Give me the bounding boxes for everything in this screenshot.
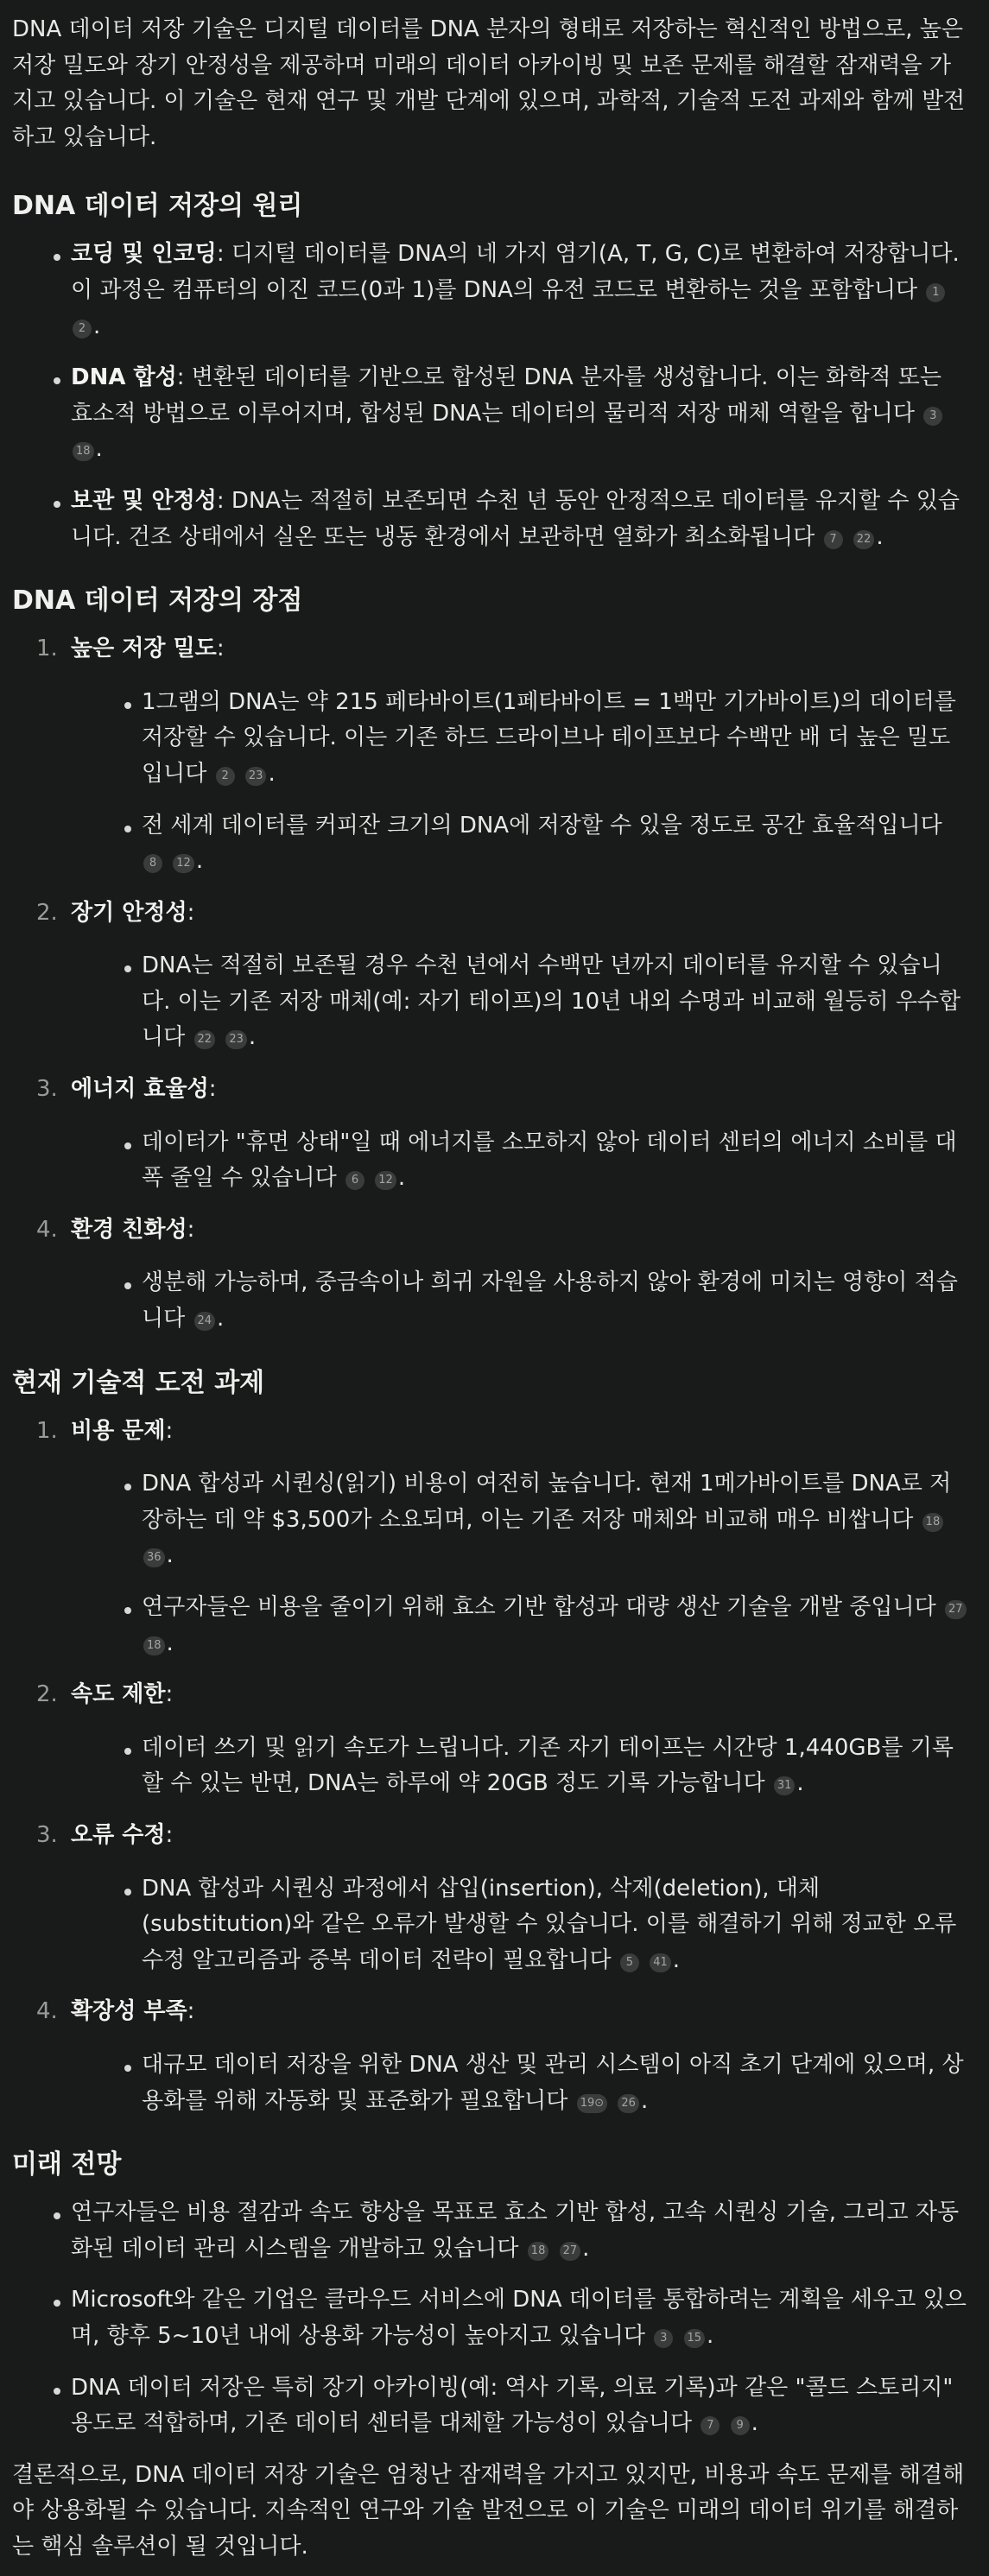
challenge-title-line: 속도 제한:: [71, 1681, 174, 1708]
citation-badge[interactable]: 27: [560, 2242, 581, 2261]
challenge-sub-list: [71, 1731, 970, 1802]
intro-paragraph: DNA 데이터 저장 기술은 디지털 데이터를 DNA 분자의 형태로 저장하는 혁신적인 방법으로, 높은 저장 밀도와 장기 안정성을 제공하며 미래의 데이터 아카이빙 및 보존 문제를 해결할 잠재력을 가지고 있습니다. 이 기술은 현재 연구 및 개발 단계에 있으며, 과학적, 기술적 도전 과제와 함께 발전하고 있습니다.: [12, 16, 966, 150]
section-heading-challenges: 현재 기술적 도전 과제: [12, 1367, 265, 1398]
advantage-sub-list: [71, 685, 970, 880]
challenge-title: 비용 문제: [71, 1417, 166, 1444]
advantage-sub-list: [71, 1265, 970, 1337]
advantage-sub-text: DNA는 적절히 보존될 경우 수천 년에서 수백만 년까지 데이터를 유지할 수 있습니다. 이는 기존 저장 매체(예: 자기 테이프)의 10년 내외 수명과 비교해 월등히 우수합니다: [142, 953, 961, 1051]
challenge-sub-text: 대규모 데이터 저장을 위한 DNA 생산 및 관리 시스템이 아직 초기 단계에 있으며, 상용화를 위해 자동화 및 표준화가 필요합니다: [142, 2051, 964, 2114]
challenge-sub-text: 연구자들은 비용을 줄이기 위해 효소 기반 합성과 대량 생산 기술을 개발 중입니다: [142, 1594, 936, 1620]
citation-badge[interactable]: 8: [143, 854, 162, 873]
outlook-list: [12, 2195, 970, 2442]
citation-badge[interactable]: 12: [375, 1171, 396, 1190]
challenge-title: 오류 수정: [71, 1821, 166, 1848]
outlook-text: Microsoft와 같은 기업은 클라우드 서비스에 DNA 데이터를 통합하려는 계획을 세우고 있으며, 향후 5~10년 내에 상용화 가능성이 높아지고 있습니다: [71, 2287, 967, 2349]
principle-text: : 변환된 데이터를 기반으로 합성된 DNA 분자를 생성합니다. 이는 화학적 또는 효소적 방법으로 이루어지며, 합성된 DNA는 데이터의 물리적 저장 매체 역할을 합니다: [71, 364, 942, 427]
challenge-item: [12, 1818, 970, 1978]
advantage-title: 높은 저장 밀도: [71, 636, 217, 662]
advantage-title-line: 장기 안정성:: [71, 899, 195, 926]
challenge-sub-text: 데이터 쓰기 및 읽기 속도가 느립니다. 기존 자기 테이프는 시간당 1,440GB를 기록할 수 있는 반면, DNA는 하루에 약 20GB 정도 기록 가능합니다: [142, 1734, 954, 1797]
citation-badge[interactable]: 23: [245, 767, 267, 786]
citation-badge[interactable]: 19⊙: [577, 2094, 607, 2113]
challenge-sub-list: [71, 1871, 970, 1979]
advantage-sub-text: 1그램의 DNA는 약 215 페타바이트(1페타바이트 = 1백만 기가바이트)의 데이터를 저장할 수 있습니다. 이는 기존 하드 드라이브나 테이프보다 수백만 배 더 높은 밀도입니다: [142, 688, 956, 787]
challenge-number: 1.: [36, 1417, 58, 1444]
challenge-sub-item: 데이터 쓰기 및 읽기 속도가 느립니다. 기존 자기 테이프는 시간당 1,440GB를 기록할 수 있는 반면, DNA는 하루에 약 20GB 정도 기록 가능합니다 31 .: [71, 1731, 970, 1802]
citation-badge[interactable]: 36: [143, 1548, 165, 1567]
advantage-title-line: 에너지 효율성:: [71, 1076, 217, 1103]
advantage-title: 에너지 효율성: [71, 1076, 209, 1103]
challenge-sub-list: [71, 1466, 970, 1661]
challenge-title-line: 오류 수정:: [71, 1821, 174, 1848]
challenge-item: [12, 1677, 970, 1802]
advantage-sub-text: 생분해 가능하며, 중금속이나 희귀 자원을 사용하지 않아 환경에 미치는 영향이 적습니다: [142, 1269, 958, 1332]
principle-text: : DNA는 적절히 보존되면 수천 년 동안 안정적으로 데이터를 유지할 수 있습니다. 건조 상태에서 실온 또는 냉동 환경에서 보관하면 열화가 최소화됩니다: [71, 487, 960, 550]
citation-badge[interactable]: 22: [853, 530, 875, 549]
principle-term: DNA 합성: [71, 364, 177, 391]
citation-badge[interactable]: 24: [194, 1312, 216, 1331]
advantage-title-line: 높은 저장 밀도:: [71, 636, 225, 662]
advantage-title-line: 환경 친화성:: [71, 1216, 195, 1243]
citation-badge[interactable]: 2: [73, 320, 92, 339]
citation-badge[interactable]: 18: [143, 1636, 165, 1655]
advantage-title: 환경 친화성: [71, 1216, 187, 1243]
advantage-sub-item: 생분해 가능하며, 중금속이나 희귀 자원을 사용하지 않아 환경에 미치는 영향이 적습니다 24 .: [71, 1265, 970, 1337]
principle-item: 보관 및 안정성: DNA는 적절히 보존되면 수천 년 동안 안정적으로 데이터를 유지할 수 있습니다. 건조 상태에서 실온 또는 냉동 환경에서 보관하면 열화가 최소화됩니다 7 22 .: [12, 484, 970, 555]
advantage-item: [12, 1072, 970, 1197]
section-heading-principles: DNA 데이터 저장의 원리: [12, 191, 303, 222]
outlook-text: 연구자들은 비용 절감과 속도 향상을 목표로 효소 기반 합성, 고속 시퀀싱 기술, 그리고 자동화된 데이터 관리 시스템을 개발하고 있습니다: [71, 2199, 960, 2262]
outlook-item: Microsoft와 같은 기업은 클라우드 서비스에 DNA 데이터를 통합하려는 계획을 세우고 있으며, 향후 5~10년 내에 상용화 가능성이 높아지고 있습니다 3 15 .: [12, 2282, 970, 2354]
challenge-sub-list: [71, 2048, 970, 2119]
principle-term: 코딩 및 인코딩: [71, 241, 217, 268]
citation-badge[interactable]: 7: [824, 530, 843, 549]
challenge-sub-item: DNA 합성과 시퀀싱 과정에서 삽입(insertion), 삭제(deletion), 대체(substitution)와 같은 오류가 발생할 수 있습니다. 이를 해결하기 위해 정교한 오류 수정 알고리즘과 중복 데이터 전략이 필요합니다 5 41 .: [71, 1871, 970, 1979]
challenge-title: 속도 제한: [71, 1681, 166, 1708]
advantage-sub-item: 데이터가 "휴면 상태"일 때 에너지를 소모하지 않아 데이터 센터의 에너지 소비를 대폭 줄일 수 있습니다 6 12 .: [71, 1125, 970, 1197]
challenge-title-line: 확장성 부족:: [71, 1998, 195, 2025]
advantage-sub-text: 데이터가 "휴면 상태"일 때 에너지를 소모하지 않아 데이터 센터의 에너지 소비를 대폭 줄일 수 있습니다: [142, 1129, 957, 1192]
challenge-title-line: 비용 문제:: [71, 1417, 174, 1444]
challenge-sub-text: DNA 합성과 시퀀싱 과정에서 삽입(insertion), 삭제(deletion), 대체(substitution)와 같은 오류가 발생할 수 있습니다. 이를 해결하기 위해 정교한 오류 수정 알고리즘과 중복 데이터 전략이 필요합니다: [142, 1875, 957, 1973]
challenge-number: 4.: [36, 1998, 58, 2025]
citation-badge[interactable]: 6: [346, 1171, 365, 1190]
advantage-title: 장기 안정성: [71, 899, 187, 926]
citation-badge[interactable]: 3: [923, 407, 942, 426]
citation-badge[interactable]: 27: [945, 1600, 967, 1619]
challenge-sub-item: 연구자들은 비용을 줄이기 위해 효소 기반 합성과 대량 생산 기술을 개발 중입니다 27 18 .: [71, 1590, 970, 1661]
citation-badge[interactable]: 22: [194, 1030, 216, 1049]
citation-badge[interactable]: 18: [922, 1513, 944, 1532]
advantage-number: 3.: [36, 1076, 58, 1103]
challenge-sub-item: 대규모 데이터 저장을 위한 DNA 생산 및 관리 시스템이 아직 초기 단계에 있으며, 상용화를 위해 자동화 및 표준화가 필요합니다 19⊙ 26 .: [71, 2048, 970, 2119]
citation-badge[interactable]: 5: [620, 1953, 639, 1972]
outlook-item: DNA 데이터 저장은 특히 장기 아카이빙(예: 역사 기록, 의료 기록)과 같은 "콜드 스토리지" 용도로 적합하며, 기존 데이터 센터를 대체할 가능성이 있습니다 7 9 .: [12, 2370, 970, 2442]
principle-item: DNA 합성: 변환된 데이터를 기반으로 합성된 DNA 분자를 생성합니다. 이는 화학적 또는 효소적 방법으로 이루어지며, 합성된 DNA는 데이터의 물리적 저장 매체 역할을 합니다 3 18 .: [12, 360, 970, 468]
advantages-list: [12, 631, 970, 1338]
citation-badge[interactable]: 23: [225, 1030, 247, 1049]
conclusion-paragraph: 결론적으로, DNA 데이터 저장 기술은 엄청난 잠재력을 가지고 있지만, 비용과 속도 문제를 해결해야 상용화될 수 있습니다. 지속적인 연구와 기술 발전으로 이 기술은 미래의 데이터 위기를 해결하는 핵심 솔루션이 될 것입니다.: [12, 2461, 965, 2560]
challenge-item: [12, 1994, 970, 2119]
outlook-text: DNA 데이터 저장은 특히 장기 아카이빙(예: 역사 기록, 의료 기록)과 같은 "콜드 스토리지" 용도로 적합하며, 기존 데이터 센터를 대체할 가능성이 있습니다: [71, 2374, 954, 2437]
advantage-sub-list: [71, 1125, 970, 1197]
citation-badge[interactable]: 2: [216, 767, 235, 786]
challenge-number: 3.: [36, 1821, 58, 1848]
citation-badge[interactable]: 1: [926, 283, 945, 302]
challenges-list: [12, 1414, 970, 2120]
citation-badge[interactable]: 9: [731, 2416, 750, 2435]
citation-badge[interactable]: 18: [528, 2242, 549, 2261]
challenge-number: 2.: [36, 1681, 58, 1708]
principle-item: 코딩 및 인코딩: 디지털 데이터를 DNA의 네 가지 염기(A, T, G, C)로 변환하여 저장합니다. 이 과정은 컴퓨터의 이진 코드(0과 1)를 DNA의 유전 코드로 변환하는 것을 포함합니다 1 2 .: [12, 237, 970, 345]
citation-badge[interactable]: 15: [684, 2329, 706, 2348]
advantage-sub-item: DNA는 적절히 보존될 경우 수천 년에서 수백만 년까지 데이터를 유지할 수 있습니다. 이는 기존 저장 매체(예: 자기 테이프)의 10년 내외 수명과 비교해 월등히 우수합니다 22 23 .: [71, 948, 970, 1056]
citation-badge[interactable]: 41: [650, 1953, 671, 1972]
advantage-sub-list: [71, 948, 970, 1056]
citation-badge[interactable]: 26: [618, 2094, 639, 2113]
citation-badge[interactable]: 3: [654, 2329, 673, 2348]
advantage-sub-item: 전 세계 데이터를 커피잔 크기의 DNA에 저장할 수 있을 정도로 공간 효율적입니다 8 12 .: [71, 808, 970, 880]
advantage-number: 1.: [36, 636, 58, 662]
advantage-item: [12, 1212, 970, 1338]
principle-term: 보관 및 안정성: [71, 487, 217, 514]
advantage-item: [12, 631, 970, 880]
advantage-number: 2.: [36, 899, 58, 926]
citation-badge[interactable]: 31: [774, 1776, 796, 1795]
challenge-title: 확장성 부족: [71, 1998, 187, 2025]
outlook-item: 연구자들은 비용 절감과 속도 향상을 목표로 효소 기반 합성, 고속 시퀀싱 기술, 그리고 자동화된 데이터 관리 시스템을 개발하고 있습니다 18 27 .: [12, 2195, 970, 2267]
advantage-sub-text: 전 세계 데이터를 커피잔 크기의 DNA에 저장할 수 있을 정도로 공간 효율적입니다: [142, 812, 942, 839]
challenge-item: [12, 1414, 970, 1662]
advantage-number: 4.: [36, 1216, 58, 1243]
advantage-sub-item: 1그램의 DNA는 약 215 페타바이트(1페타바이트 = 1백만 기가바이트)의 데이터를 저장할 수 있습니다. 이는 기존 하드 드라이브나 테이프보다 수백만 배 더 높은 밀도입니다 2 23 .: [71, 685, 970, 793]
advantage-item: [12, 896, 970, 1056]
section-heading-outlook: 미래 전망: [12, 2149, 122, 2180]
citation-badge[interactable]: 12: [173, 854, 194, 873]
section-heading-advantages: DNA 데이터 저장의 장점: [12, 585, 303, 617]
challenge-sub-text: DNA 합성과 시퀀싱(읽기) 비용이 여전히 높습니다. 현재 1메가바이트를 DNA로 저장하는 데 약 $3,500가 소요되며, 이는 기존 저장 매체와 비교해 매우 비쌉니다: [142, 1471, 952, 1533]
citation-badge[interactable]: 18: [73, 442, 94, 461]
challenge-sub-item: DNA 합성과 시퀀싱(읽기) 비용이 여전히 높습니다. 현재 1메가바이트를 DNA로 저장하는 데 약 $3,500가 소요되며, 이는 기존 저장 매체와 비교해 매우 비쌉니다 18 36 .: [71, 1466, 970, 1574]
principles-list: [12, 237, 970, 555]
citation-badge[interactable]: 7: [701, 2416, 720, 2435]
principle-text: : 디지털 데이터를 DNA의 네 가지 염기(A, T, G, C)로 변환하여 저장합니다. 이 과정은 컴퓨터의 이진 코드(0과 1)를 DNA의 유전 코드로 변환하는 것을 포함합니다: [71, 241, 960, 303]
